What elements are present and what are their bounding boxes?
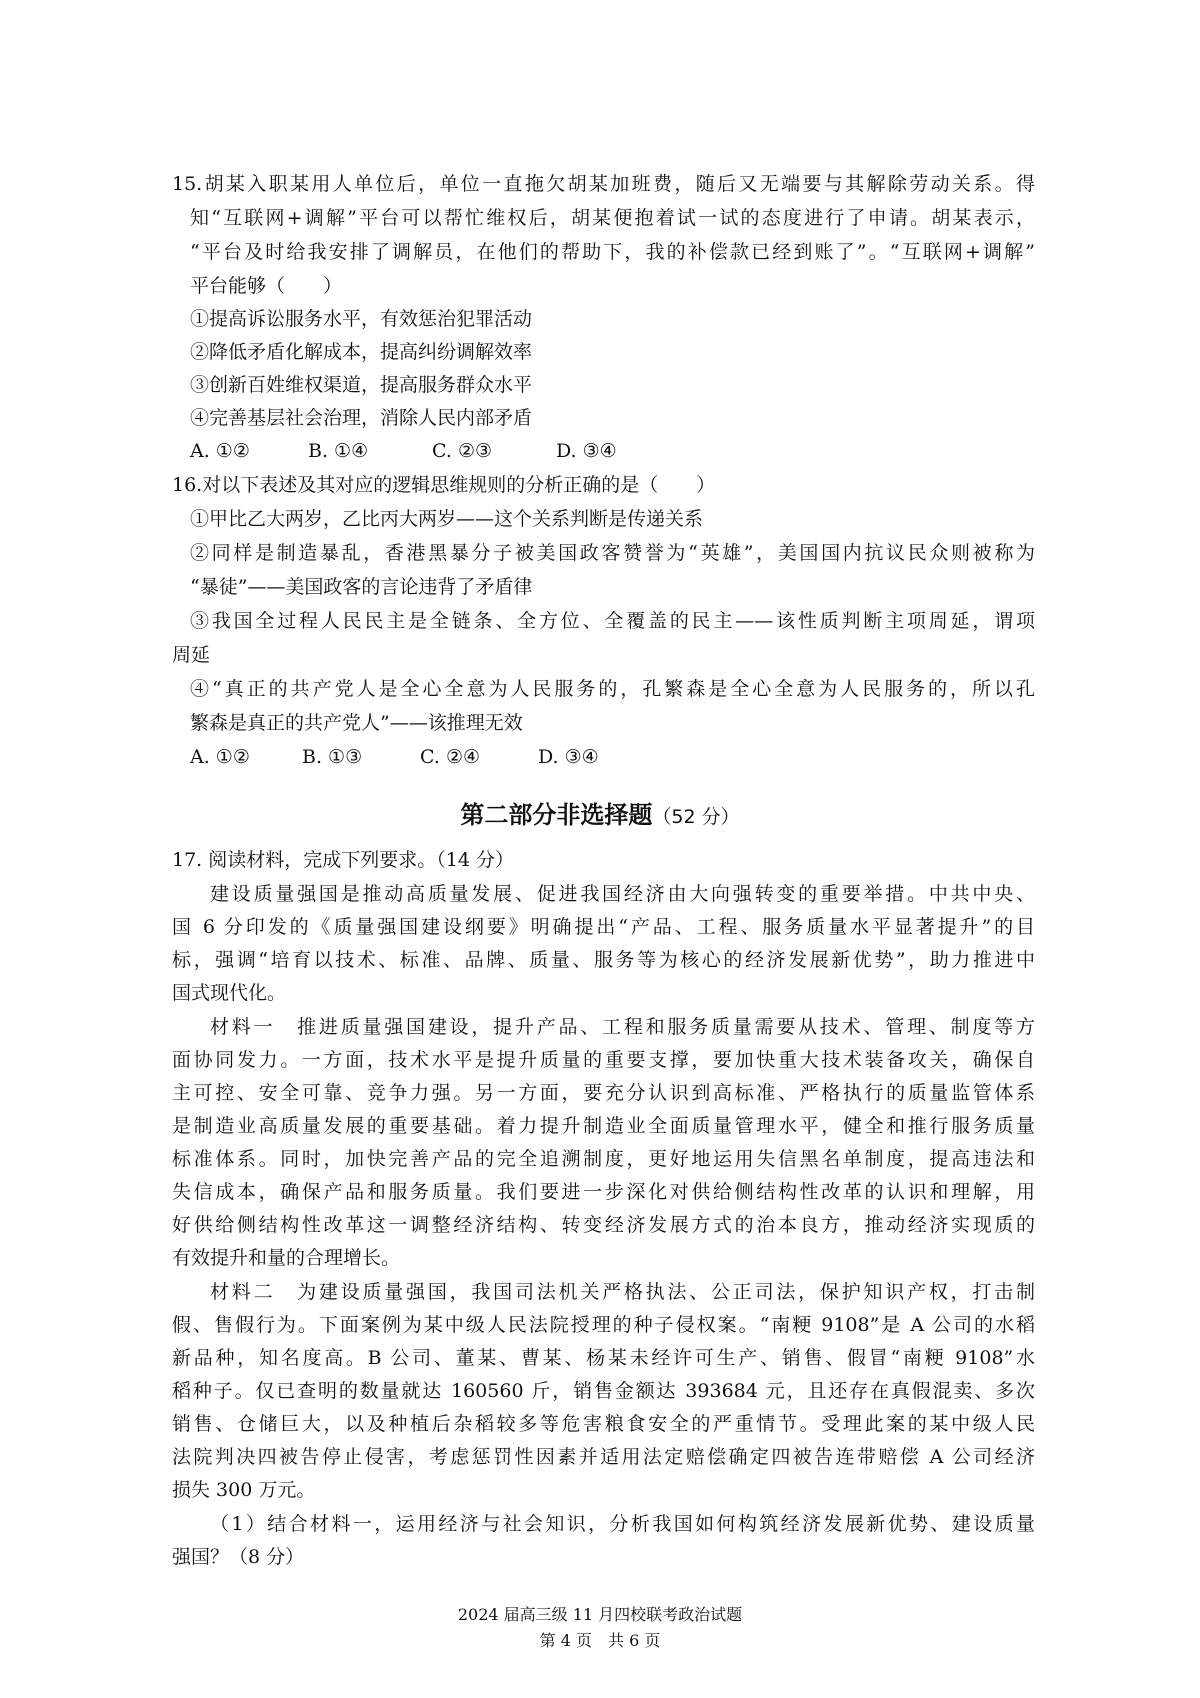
material-2-line-7: 损失 300 万元。 (172, 1479, 316, 1501)
material-2-line-1: 材料二 为建设质量强国，我国司法机关严格执法、公正司法，保护知识产权，打击制 (210, 1281, 1035, 1303)
footer-exam-title: 2024 届高三级 11 月四校联考政治试题 (457, 1605, 743, 1624)
q16-option-a: A. ①② (190, 746, 250, 768)
material-2-line-3: 新品种，知名度高。B 公司、董某、曹某、杨某未经许可生产、销售、假冒“南粳 9108”水 (172, 1347, 1035, 1369)
material-1-line-7: 好供给侧结构性改革这一调整经济结构、转变经济发展方式的治本良方，推动经济实现质的 (172, 1214, 1035, 1236)
material-1-line-6: 失信成本，确保产品和服务质量。我们要进一步深化对供给侧结构性改革的认识和理解，用 (172, 1181, 1035, 1203)
q16-item-4-line-2: 繁森是真正的共产党人”——该推理无效 (190, 712, 523, 734)
material-1-line-8: 有效提升和量的合理增长。 (172, 1247, 401, 1269)
q16-item-3-line-2: 周延 (172, 644, 211, 666)
q16-option-d: D. ③④ (538, 746, 599, 768)
q15-stem-line-1: 15.胡某入职某用人单位后，单位一直拖欠胡某加班费，随后又无端要与其解除劳动关系。得 (172, 173, 1035, 195)
material-2-line-6: 法院判决四被告停止侵害，考虑惩罚性因素并适用法定赔偿确定四被告连带赔偿 A 公司经济 (172, 1446, 1035, 1468)
part-two-title: 第二部分非选择题 (460, 801, 653, 829)
q17-intro-line-2: 国 6 分印发的《质量强国建设纲要》明确提出“产品、工程、服务质量水平显著提升”的目 (172, 916, 1035, 938)
q15-stem-line-4: 平台能够（ ） (190, 275, 343, 297)
q17-header: 17. 阅读材料，完成下列要求。（14 分） (172, 849, 514, 871)
q15-item-4: ④完善基层社会治理，消除人民内部矛盾 (190, 407, 533, 429)
q16-options (190, 744, 599, 770)
material-1-line-5: 标准体系。同时，加快完善产品的完全追溯制度，更好地运用失信黑名单制度，提高违法和 (172, 1148, 1035, 1170)
part-two-score: （52 分） (652, 806, 740, 828)
q16-item-4-line-1: ④“真正的共产党人是全心全意为人民服务的，孔繁森是全心全意为人民服务的，所以孔 (190, 678, 1035, 700)
q15-option-d: D. ③④ (556, 440, 617, 462)
q17-intro-line-4: 国式现代化。 (172, 982, 287, 1004)
q15-item-2: ②降低矛盾化解成本，提高纠纷调解效率 (190, 341, 533, 363)
q16-item-2-line-1: ②同样是制造暴乱，香港黑暴分子被美国政客赞誉为“英雄”，美国国内抗议民众则被称为 (190, 542, 1035, 564)
q16-item-3-line-1: ③我国全过程人民民主是全链条、全方位、全覆盖的民主——该性质判断主项周延，谓项 (190, 610, 1035, 632)
q17-intro-line-1: 建设质量强国是推动高质量发展、促进我国经济由大向强转变的重要举措。中共中央、 (210, 883, 1035, 905)
q15-stem-line-3: “平台及时给我安排了调解员，在他们的帮助下，我的补偿款已经到账了”。“互联网+调解” (190, 241, 1035, 263)
q16-item-2-line-2: “暴徒”——美国政客的言论违背了矛盾律 (190, 576, 533, 598)
q15-option-b: B. ①④ (308, 440, 369, 462)
footer-page-number: 第 4 页 共 6 页 (539, 1631, 661, 1650)
material-1-line-2: 面协同发力。一方面，技术水平是提升质量的重要支撑，要加快重大技术装备攻关，确保自 (172, 1049, 1035, 1071)
q15-item-3: ③创新百姓维权渠道，提高服务群众水平 (190, 374, 533, 396)
q15-options (190, 438, 617, 464)
material-2-line-4: 稻种子。仅已查明的数量就达 160560 斤，销售金额达 393684 元，且还存在真假混卖、多次 (172, 1380, 1035, 1402)
q16-stem: 16.对以下表述及其对应的逻辑思维规则的分析正确的是（ ） (172, 474, 716, 496)
q16-option-c: C. ②④ (420, 746, 481, 768)
material-1-line-3: 主可控、安全可靠、竞争力强。另一方面，要充分认识到高标准、严格执行的质量监管体系 (172, 1082, 1035, 1104)
q17-sub1-line-1: （1）结合材料一，运用经济与社会知识，分析我国如何构筑经济发展新优势、建设质量 (210, 1513, 1035, 1535)
material-1-line-1: 材料一 推进质量强国建设，提升产品、工程和服务质量需要从技术、管理、制度等方 (210, 1016, 1035, 1038)
q15-option-a: A. ①② (190, 440, 250, 462)
q15-stem-line-2: 知“互联网+调解”平台可以帮忙维权后，胡某便抱着试一试的态度进行了申请。胡某表示， (190, 207, 1035, 229)
q15-item-1: ①提高诉讼服务水平，有效惩治犯罪活动 (190, 308, 533, 330)
q17-intro-line-3: 标，强调“培育以技术、标准、品牌、质量、服务等为核心的经济发展新优势”，助力推进中 (172, 949, 1035, 971)
q17-sub1-line-2: 强国？（8 分） (172, 1546, 305, 1568)
q15-option-c: C. ②③ (432, 440, 493, 462)
q16-item-1: ①甲比乙大两岁，乙比丙大两岁——这个关系判断是传递关系 (190, 508, 704, 530)
part-two-heading (0, 799, 1200, 833)
q16-option-b: B. ①③ (302, 746, 363, 768)
material-1-line-4: 是制造业高质量发展的重要基础。着力提升制造业全面质量管理水平，健全和推行服务质量 (172, 1115, 1035, 1137)
material-2-line-5: 销售、仓储巨大，以及种植后杂稻较多等危害粮食安全的严重情节。受理此案的某中级人民 (172, 1413, 1035, 1435)
material-2-line-2: 假、售假行为。下面案例为某中级人民法院授理的种子侵权案。“南粳 9108”是 A 公司的水稻 (172, 1314, 1035, 1336)
